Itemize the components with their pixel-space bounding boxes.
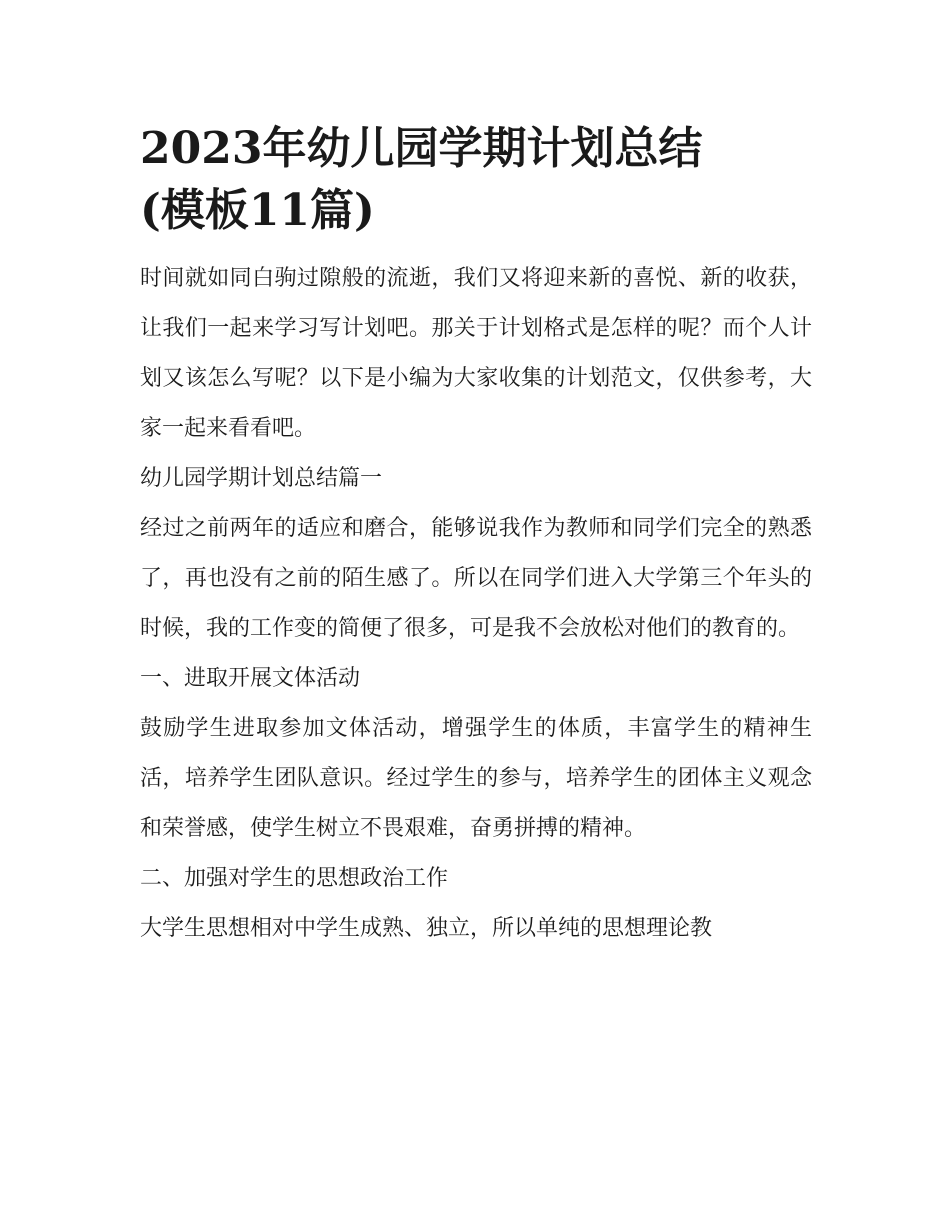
subheading-2: 二、加强对学生的思想政治工作 [140,866,449,891]
document-page [140,118,812,954]
subheading-1: 一、进取开展文体活动 [140,666,361,691]
section-title: 幼儿园学期计划总结篇一 [140,466,383,491]
body-paragraph-3: 大学生思想相对中学生成熟、独立，所以单纯的思想理论教 [140,916,713,941]
intro-paragraph: 时间就如同白驹过隙般的流逝，我们又将迎来新的喜悦、新的收获，让我们一起来学习写计划吧。那关于计划格式是怎样的呢？而个人计划又该怎么写呢？以下是小编为大家收集的计划范文，仅供参考，大家一起来看看吧。 [140,266,812,441]
body-paragraph-1: 经过之前两年的适应和磨合，能够说我作为教师和同学们完全的熟悉了，再也没有之前的陌生感了。所以在同学们进入大学第三个年头的时候，我的工作变的简便了很多，可是我不会放松对他们的教育的。 [140,516,812,641]
title-line-1: 2023年幼儿园学期计划总结 [140,123,703,174]
title-line-2: (模板11篇) [140,185,375,236]
body-paragraph-2: 鼓励学生进取参加文体活动，增强学生的体质，丰富学生的精神生活，培养学生团队意识。经过学生的参与，培养学生的团体主义观念和荣誉感，使学生树立不畏艰难，奋勇拼搏的精神。 [140,716,812,841]
document-title [140,118,812,242]
